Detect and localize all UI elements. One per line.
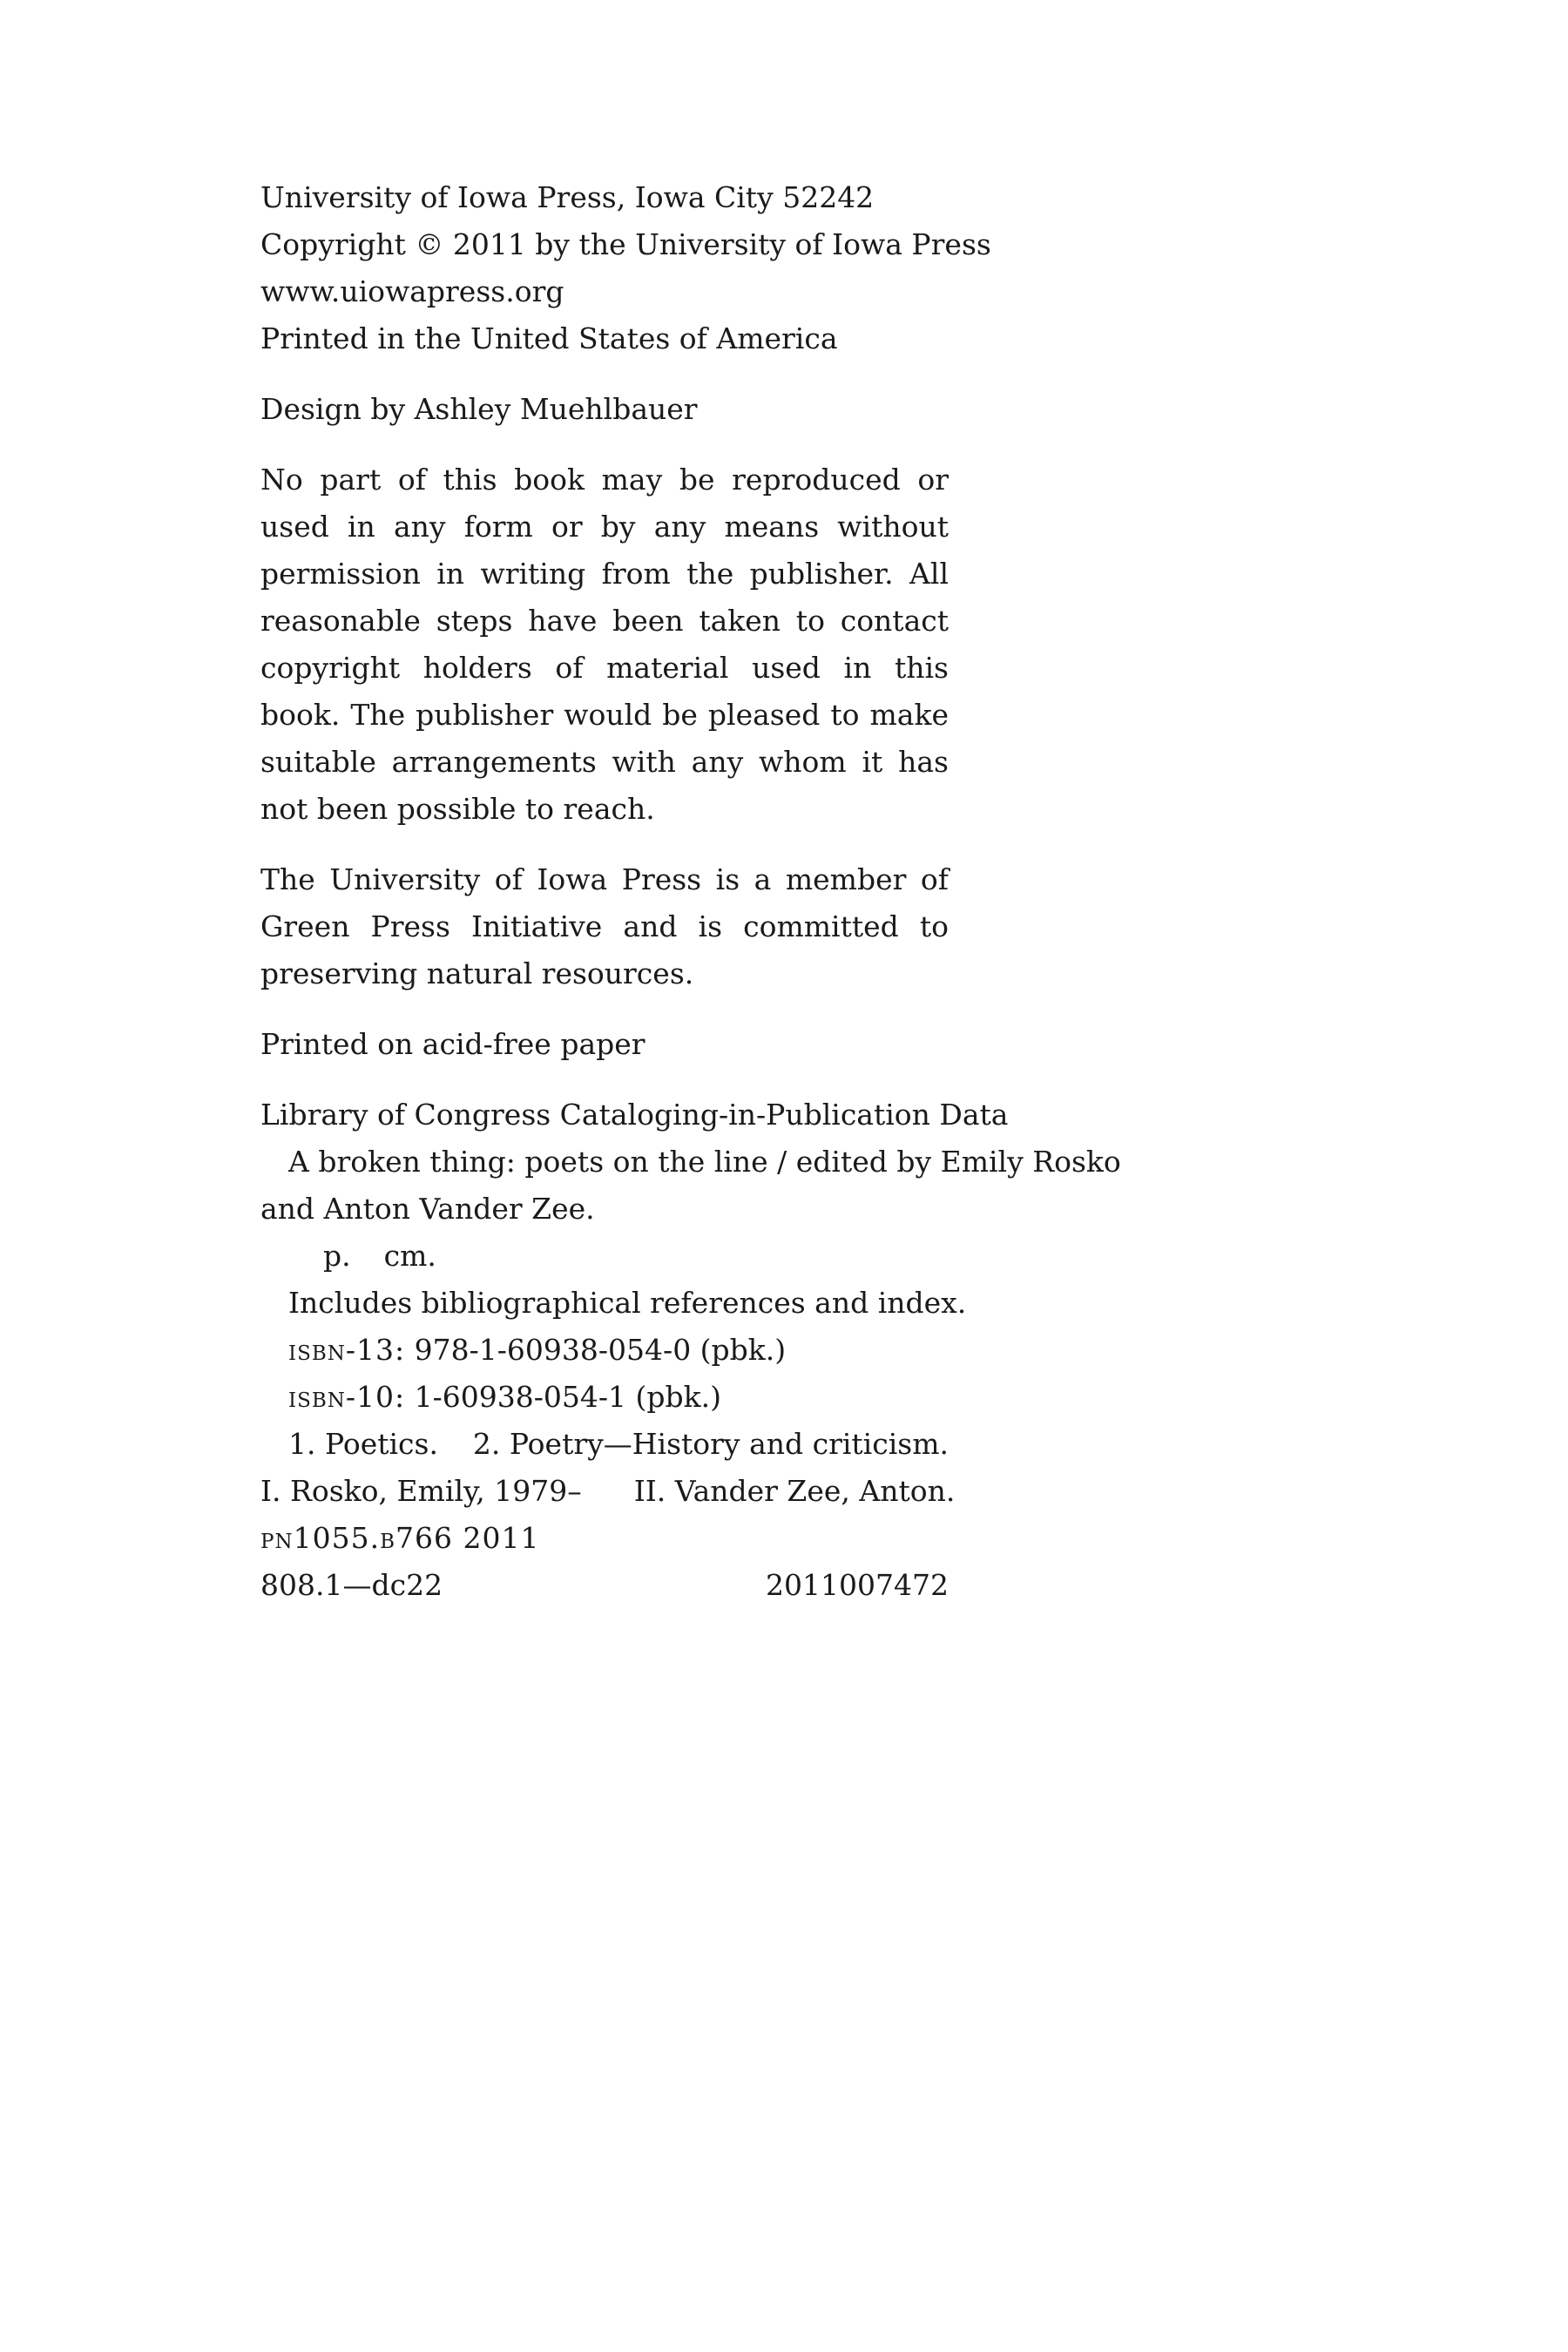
cip-isbn13 (260, 1327, 949, 1374)
copyright-notice: Copyright © 2011 by the University of Iowa Press (260, 227, 991, 261)
cip-subject-2: 2. Poetry—History and criticism. (472, 1427, 949, 1461)
cip-isbn10 (260, 1374, 949, 1421)
imprint-block (260, 174, 991, 362)
rights-statement: No part of this book may be reproduced or used in any form or by any means without permission in writing from the publisher. All reasonable steps have been taken to contact copyright holders of material used in this book. The publisher would be pleased to make suitable arrangements with any whom it has not been possible to reach. (260, 463, 949, 826)
cip-title-line-2: and Anton Vander Zee. (260, 1192, 595, 1226)
cip-physical (260, 1233, 949, 1280)
cip-lc-class: pn1055.b766 2011 (260, 1521, 540, 1555)
printed-in: Printed in the United States of America (260, 321, 838, 355)
rights-block (260, 456, 949, 833)
isbn13-label: isbn-13: (288, 1333, 406, 1367)
cip-heading: Library of Congress Cataloging-in-Publication Data (260, 1098, 1009, 1132)
cip-size: cm. (383, 1239, 436, 1273)
cip-added-1: I. Rosko, Emily, 1979– (260, 1474, 582, 1508)
cip-includes: Includes bibliographical references and index. (288, 1286, 967, 1320)
isbn10-value: 1-60938-054-1 (pbk.) (414, 1380, 722, 1414)
green-press-statement: The University of Iowa Press is a member of Green Press Initiative and is committed to preserving natural resources. (260, 862, 949, 990)
publisher-address: University of Iowa Press, Iowa City 52242 (260, 180, 875, 214)
cip-final-row (260, 1562, 949, 1609)
cip-added-2: II. Vander Zee, Anton. (633, 1474, 956, 1508)
publisher-website: www.uiowapress.org (260, 274, 564, 308)
cip-dewey: 808.1—dc22 (260, 1568, 443, 1602)
acid-free-paper: Printed on acid-free paper (260, 1027, 645, 1061)
copyright-page (260, 174, 1121, 1632)
cip-title-line-1: A broken thing: poets on the line / edited by Emily Rosko (288, 1145, 1121, 1179)
cip-subjects (260, 1421, 949, 1468)
cip-added-entries (260, 1468, 956, 1515)
cip-lccn: 2011007472 (766, 1568, 949, 1602)
isbn13-value: 978-1-60938-054-0 (pbk.) (414, 1333, 787, 1367)
cip-subject-1: 1. Poetics. (288, 1427, 438, 1461)
green-press-block (260, 856, 949, 997)
design-credit-block (260, 386, 949, 433)
cip-pages: p. (323, 1239, 351, 1273)
cip-block (260, 1092, 1121, 1609)
paper-block (260, 1021, 949, 1068)
isbn10-label: isbn-10: (288, 1380, 406, 1414)
design-credit: Design by Ashley Muehlbauer (260, 392, 698, 426)
